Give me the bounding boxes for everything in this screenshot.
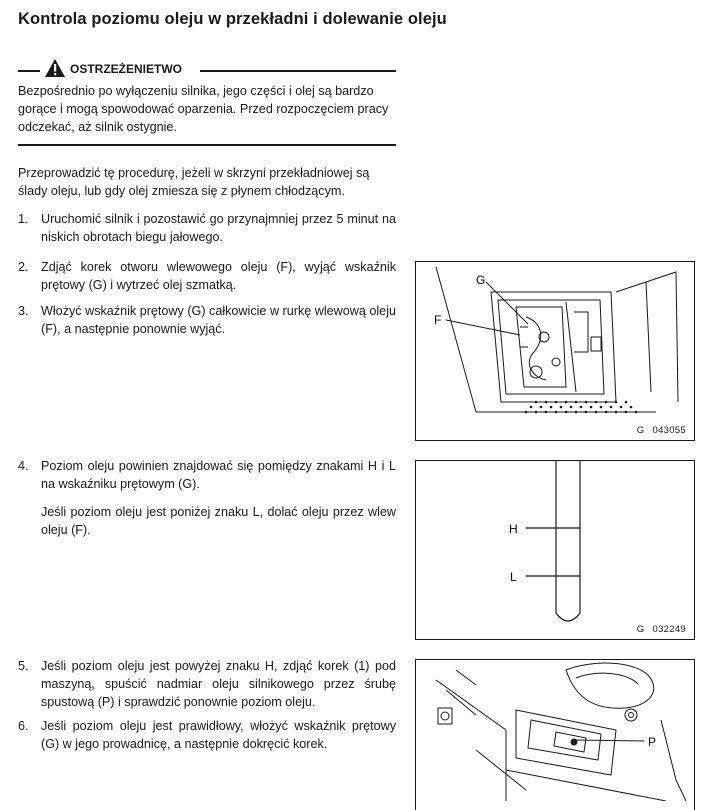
step-2 [18, 258, 396, 294]
machine-illustration [416, 262, 694, 440]
label-l: L [510, 570, 517, 584]
step-1 [18, 210, 396, 246]
step-text: Zdjąć korek otworu wlewowego oleju (F), wyjąć wskaźnik prętowy (G) i wytrzeć olej szmatką. [41, 260, 396, 292]
figure-filler-location [415, 261, 695, 441]
step-text: Jeśli poziom oleju jest powyżej znaku H, zdjąć korek (1) pod maszyną, spuścić nadmiar oleju silnikowego przez śrubę spustową (P) i sprawdzić ponownie poziom oleju. [41, 659, 396, 709]
step-text: Włożyć wskaźnik prętowy (G) całkowicie w rurkę wlewową oleju (F), a następnie ponownie wyjąć. [41, 304, 396, 336]
figure-dipstick-marks [415, 460, 695, 640]
step-text: Uruchomić silnik i pozostawić go przynajmniej przez 5 minut na niskich obrotach biegu jałowego. [41, 212, 396, 244]
figure-code: G 043055 [636, 425, 686, 436]
step-number: 5. [18, 659, 29, 673]
warning-text: Bezpośrednio po wyłączeniu silnika, jego części i olej są bardzo gorące i mogą spowodować oparzenia. Przed rozpoczęciem pracy odczekać, aż silnik ostygnie. [18, 84, 389, 134]
step-6 [18, 717, 396, 753]
underside-illustration [416, 660, 694, 801]
step-number: 1. [18, 212, 29, 226]
step-number: 2. [18, 260, 29, 274]
intro-paragraph: Przeprowadzić tę procedurę, jeżeli w skrzyni przekładniowej są ślady oleju, lub gdy olej zmiesza się z płynem chłodzącym. [18, 166, 370, 198]
label-g: G [476, 273, 486, 287]
warning-header [18, 58, 396, 78]
step-5 [18, 657, 396, 711]
step-3 [18, 302, 396, 338]
warning-bottom-rule [18, 144, 396, 146]
label-p: P [648, 735, 657, 749]
step-number: 3. [18, 304, 29, 318]
step-number: 4. [18, 459, 29, 473]
figure-drain-plug [415, 659, 695, 810]
label-h: H [509, 522, 518, 536]
warning-triangle-icon [44, 58, 66, 78]
warning-rule-right [200, 70, 396, 72]
label-f: F [434, 313, 442, 327]
warning-rule-left [18, 70, 40, 72]
figure-code: G 032249 [636, 624, 686, 635]
step-number: 6. [18, 719, 29, 733]
step-4 [18, 457, 396, 539]
warning-label: OSTRZEŻENIETWO [70, 62, 182, 76]
step-subtext: Jeśli poziom oleju jest poniżej znaku L, dolać oleju przez wlew oleju (F). [41, 505, 396, 537]
step-text: Poziom oleju powinien znajdować się pomiędzy znakami H i L na wskaźniku prętowym (G). [41, 459, 396, 491]
page-title: Kontrola poziomu oleju w przekładni i dolewanie oleju [18, 10, 447, 28]
step-text: Jeśli poziom oleju jest prawidłowy, włożyć wskaźnik prętowy (G) w jego prowadnicę, a następnie dokręcić korek. [41, 719, 396, 751]
dipstick-illustration [416, 461, 694, 639]
